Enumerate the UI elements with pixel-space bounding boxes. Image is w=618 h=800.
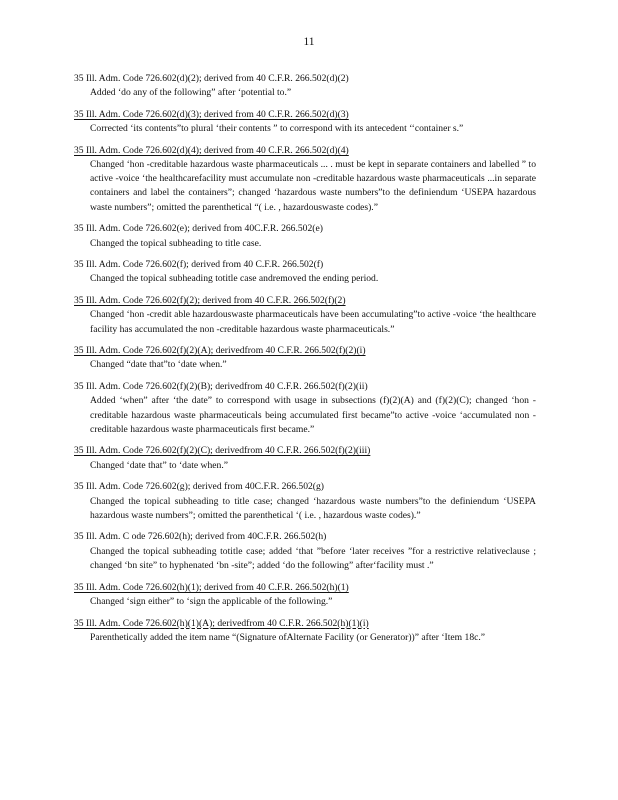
amendment-entry: [74, 530, 536, 573]
citation-text: 35 Ill. Adm. Code 726.602(g); derived from 40C.F.R. 266.502(g): [74, 481, 324, 493]
change-description: Corrected ‘its contents”to plural ‘their contents ” to correspond with its antecedent ‘‘container s.”: [90, 123, 464, 135]
citation-text: 35 Ill. Adm. Code 726.602(d)(3); derived from 40 C.F.R. 266.502(d)(3): [74, 108, 349, 120]
change-description: Changed the topical subheading totitle case andremoved the ending period.: [90, 273, 379, 285]
change-description: Changed ‘hon -creditable hazardous waste pharmaceuticals ... . must be kept in separate containers and labelled ” to active -voice ‘the healthcarefacility must accumulate non -creditable hazardous waste pharmaceuticals ...in separate containers and label the containers”; changed ‘hazardous waste numbers”to the definiendum ‘USEPA hazardous waste numbers”; omitted the parenthetical “( i.e. , hazardouswaste codes).”: [90, 159, 536, 213]
citation-line: [74, 222, 536, 236]
citation-line: [74, 144, 536, 158]
citation-text: 35 Ill. Adm. Code 726.602(e); derived from 40C.F.R. 266.502(e): [74, 223, 323, 235]
citation-line: [74, 581, 536, 595]
amendment-entry: [74, 617, 536, 645]
amendment-list: [74, 72, 536, 652]
citation-text: 35 Ill. Adm. Code 726.602(f)(2)(A); derivedfrom 40 C.F.R. 266.502(f)(2)(i): [74, 345, 366, 357]
citation-line: [74, 294, 536, 308]
amendment-entry: [74, 72, 536, 100]
change-description: Added ‘do any of the following” after ‘potential to.”: [90, 87, 292, 99]
amendment-entry: [74, 294, 536, 337]
amendment-entry: [74, 380, 536, 437]
change-description: Parenthetically added the item name “(Signature ofAlternate Facility (or Generator))” after ‘Item 18c.”: [90, 631, 486, 643]
citation-text: 35 Ill. Adm. Code 726.602(f)(2)(C); derivedfrom 40 C.F.R. 266.502(f)(2)(iii): [74, 445, 371, 457]
citation-line: [74, 530, 536, 544]
citation-line: [74, 380, 536, 394]
amendment-entry: [74, 258, 536, 286]
change-description: Changed the topical subheading totitle case; added ‘that ”before ‘later receives ”for a restrictive relativeclause ; changed ‘bn site” to hyphenated ‘bn -site”; added ‘do the following” after‘facility must .”: [90, 545, 536, 571]
change-description: Added ‘when” after ‘the date” to correspond with usage in subsections (f)(2)(A) and (f)(2)(C); changed ‘hon -creditable hazardous waste pharmaceuticals being accumulated first became”to active -voice ‘accumulated non -creditable hazardous waste pharmaceuticals first became.”: [90, 395, 536, 435]
citation-text: 35 Ill. Adm. Code 726.602(f); derived from 40 C.F.R. 266.502(f): [74, 259, 324, 271]
citation-line: [74, 72, 536, 86]
citation-line: [74, 258, 536, 272]
citation-text: 35 Ill. Adm. Code 726.602(d)(2); derived from 40 C.F.R. 266.502(d)(2): [74, 73, 349, 84]
citation-line: [74, 480, 536, 494]
citation-text: 35 Ill. Adm. Code 726.602(d)(4); derived from 40 C.F.R. 266.502(d)(4): [74, 144, 349, 156]
amendment-entry: [74, 344, 536, 372]
change-description: Changed the topical subheading to title case; changed ‘hazardous waste numbers”to the definiendum ‘USEPA hazardous waste numbers”; omitted the parenthetical ‘( i.e. , hazardous waste codes).”: [90, 495, 536, 521]
citation-line: [74, 108, 536, 122]
change-description: Changed “date that”to ‘date when.”: [90, 359, 227, 371]
amendment-entry: [74, 444, 536, 472]
change-description: Changed ‘hon -credit able hazardouswaste pharmaceuticals have been accumulating”to active -voice ‘the healthcare facility has accumulated the non -creditable hazardous waste pharmaceuticals.”: [90, 309, 536, 335]
citation-text: 35 Ill. Adm. Code 726.602(h)(1)(A); derivedfrom 40 C.F.R. 266.502(h)(1)(i): [74, 617, 369, 629]
page-number: 11: [303, 36, 315, 48]
amendment-entry: [74, 144, 536, 215]
amendment-entry: [74, 108, 536, 136]
citation-line: [74, 617, 536, 631]
amendment-entry: [74, 581, 536, 609]
citation-text: 35 Ill. Adm. Code 726.602(h)(1); derived from 40 C.F.R. 266.502(h)(1): [74, 581, 349, 593]
change-description: Changed the topical subheading to title case.: [90, 237, 262, 249]
citation-text: 35 Ill. Adm. Code 726.602(f)(2); derived from 40 C.F.R. 266.502(f)(2): [74, 295, 346, 307]
amendment-entry: [74, 480, 536, 523]
citation-text: 35 Ill. Adm. Code 726.602(f)(2)(B); derivedfrom 40 C.F.R. 266.502(f)(2)(ii): [74, 381, 368, 393]
change-description: Changed ‘sign either” to ‘sign the applicable of the following.”: [90, 595, 333, 607]
change-description: Changed ‘date that” to ‘date when.”: [90, 459, 228, 471]
citation-line: [74, 444, 536, 458]
amendment-entry: [74, 222, 536, 250]
citation-line: [74, 344, 536, 358]
citation-text: 35 Ill. Adm. C ode 726.602(h); derived from 40C.F.R. 266.502(h): [74, 531, 327, 543]
